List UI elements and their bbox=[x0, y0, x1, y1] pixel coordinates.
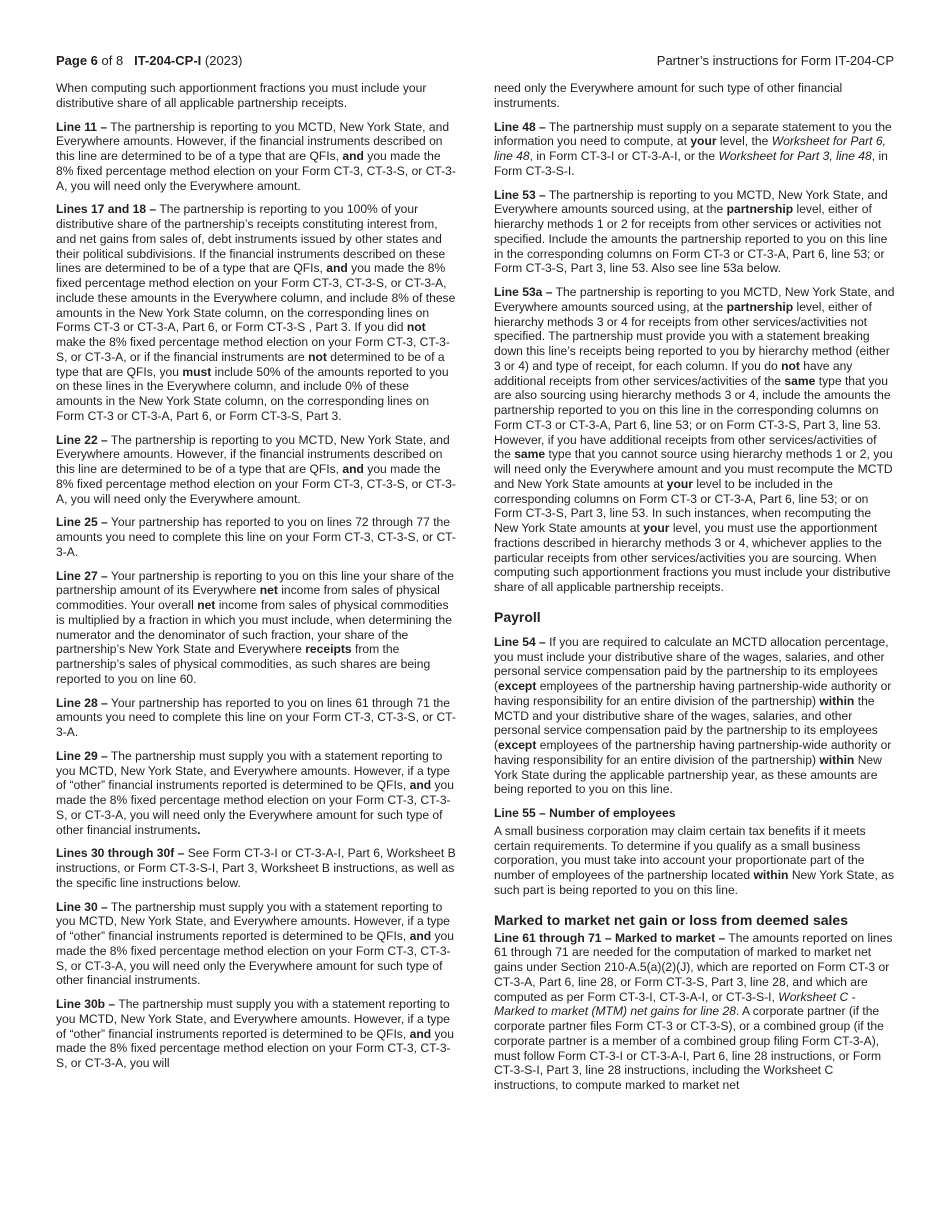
line-25-instructions: Line 25 – Your partnership has reported to you on lines 72 through 77 the amounts you need to complete this line on your Form CT-3, CT-3-S, or CT-3-A. bbox=[56, 515, 456, 559]
lines-30-30f-label: Lines 30 through 30f – bbox=[56, 846, 185, 861]
page-header-left bbox=[56, 53, 242, 68]
form-year: (2023) bbox=[204, 53, 243, 68]
page-number: Page 6 bbox=[56, 53, 98, 68]
line-53-label: Line 53 – bbox=[494, 187, 546, 202]
line-48-label: Line 48 – bbox=[494, 119, 546, 134]
right-continuation: need only the Everywhere amount for such type of other financial instruments. bbox=[494, 81, 843, 110]
line-53a-instructions: Line 53a – The partnership is reporting to you MCTD, New York State, and Everywhere amounts sourced using, at the partnership level, either of hierarchy methods 3 or 4 for receipts from other services/activities not specified. The partnership must provide you with a statement breaking down this line’s receipts being reported to you by hierarchy method (either 3 or 4) and type of receipt, for each column. If you do not have any additional receipts from other services/activities of the same type that you are also sourcing using hierarchy methods 3 or 4, include the amounts the partnership reported to you on this line in the corresponding columns on Form CT-3 or CT-3-A, Part 6, line 53; or on Form CT-3-S, Part 3, line 53. However, if you have additional receipts from other services/activities of the same type that you cannot source using hierarchy methods 1 or 2, you will need only the Everywhere amount and you must recompute the MCTD and New York State amounts at your level to be included in the corresponding columns on Form CT-3 or CT-3-A, Part 6, line 53; or on Form CT-3-S, Part 3, line 53. In such instances, when recomputing the New York State amounts at your level, you must use the apportionment fractions described in hierarchy methods 3 or 4, whichever applies to the particular receipts from other services/activities you are sourcing. When computing such apportionment fractions you must include your distributive share of all applicable partnership receipts. bbox=[494, 285, 895, 594]
line-22-instructions: Line 22 – The partnership is reporting to you MCTD, New York State, and Everywhere amounts. However, if the financial instruments described on this line are determined to be of a type that are QFIs, and you made the 8% fixed percentage method election on your Form CT-3, CT-3-S, or CT-3-A, you will need only the Everywhere amount. bbox=[56, 432, 456, 506]
line-28-instructions: Line 28 – Your partnership has reported to you on lines 61 through 71 the amounts you need to complete this line on your Form CT-3, CT-3-S, or CT-3-A. bbox=[56, 695, 456, 739]
marked-to-market-heading: Marked to market net gain or loss from deemed sales bbox=[494, 911, 849, 928]
line-55-instructions: A small business corporation may claim certain tax benefits if it meets certain requirements. To determine if you qualify as a small business corporation, you must take into account your proportionate part of the number of employees of the partnership located within New York State, as such part is being reported to you on this line. bbox=[494, 823, 895, 897]
line-27-instructions: Line 27 – Your partnership is reporting to you on this line your share of the partnership amount of its Everywhere net income from sales of physical commodities. Your overall net income from sales of physical commodities is multiplied by a fraction in which you must include, when determining the numerator and the denominator of such fraction, your share of the partnership’s New York State and Everywhere receipts from the partnership’s sales of physical commodities, as such shares are being reported to you on line 60. bbox=[56, 568, 455, 686]
page-header-title: Partner’s instructions for Form IT-204-CP bbox=[656, 53, 894, 68]
page-total: of 8 bbox=[101, 53, 124, 68]
lines-17-18-label: Lines 17 and 18 – bbox=[56, 202, 157, 217]
lines-30-30f-instructions: Lines 30 through 30f – See Form CT-3-I or CT-3-A-I, Part 6, Worksheet B instructions, or Form CT-3-S-I, Part 3, Worksheet B instructions, as well as the specific line instructions below. bbox=[56, 846, 456, 890]
line-53a-label: Line 53a – bbox=[494, 285, 553, 299]
line-25-label: Line 25 – bbox=[56, 515, 108, 530]
form-id: IT-204-CP-I bbox=[134, 53, 202, 68]
line-27-label: Line 27 – bbox=[56, 568, 108, 583]
line-22-label: Line 22 – bbox=[56, 432, 108, 447]
line-55-heading: Line 55 – Number of employees bbox=[494, 806, 676, 820]
left-continuation: When computing such apportionment fractions you must include your distributive share of all applicable partnership receipts. bbox=[56, 81, 427, 110]
line-29-label: Line 29 – bbox=[56, 748, 108, 763]
line-48-instructions: Line 48 – The partnership must supply on a separate statement to you the information you need to compute, at your level, the Worksheet for Part 6, line 48, in Form CT-3-I or CT-3-A-I, or the Worksheet for Part 3, line 48, in Form CT-3-S-I. bbox=[494, 119, 892, 178]
right-column bbox=[494, 81, 896, 1102]
line-30-label: Line 30 – bbox=[56, 899, 108, 914]
payroll-heading: Payroll bbox=[494, 608, 541, 625]
lines-61-71-label: Line 61 through 71 – Marked to market – bbox=[494, 930, 726, 945]
line-53-instructions: Line 53 – The partnership is reporting to you MCTD, New York State, and Everywhere amounts sourced using, at the partnership level, either of hierarchy methods 1 or 2 for receipts from other services or activities not specified. Include the amounts the partnership reported to you on this line in the corresponding columns on Form CT-3 or CT-3-A, Part 6, line 53; or Form CT-3-S, Part 3, line 53. Also see line 53a below. bbox=[494, 187, 888, 276]
line-30-instructions: Line 30 – The partnership must supply you with a statement reporting to you MCTD, New York State, and Everywhere amounts. However, if a type of “other” financial instruments reported is determined to be QFIs, and you made the 8% fixed percentage method election on your Form CT-3, CT-3-S, or CT-3-A, you will need only the Everywhere amount for such type of other financial instruments. bbox=[56, 899, 454, 988]
lines-17-18-instructions: Lines 17 and 18 – The partnership is reporting to you 100% of your distributive share of the partnership’s receipts constituting interest from, and net gains from sales of, debt instruments issued by other states and their political subdivisions. If the financial instruments described on these lines are determined to be of a type that are QFIs, and you made the 8% fixed percentage method election on your Form CT-3, CT-3-S, or CT-3-A, include these amounts in the Everywhere column, and include 8% of these amounts in the New York State column, on the corresponding lines on Forms CT-3 or CT-3-A, Part 6, or Form CT-3-S , Part 3. If you did not make the 8% fixed percentage method election on your Form CT-3, CT-3-S, or CT-3-A, or if the financial instruments are not determined to be of a type that are QFIs, you must include 50% of the amounts reported to you on these lines in the Everywhere column, and include 0% of these amounts in the New York State column, on the corresponding lines on Form CT-3 or CT-3-A, Part 6, or Form CT-3-S, Part 3. bbox=[56, 202, 456, 423]
line-11-instructions: Line 11 – The partnership is reporting to you MCTD, New York State, and Everywhere amounts. However, if the financial instruments described on this line are determined to be of a type that are QFIs, and you made the 8% fixed percentage method election on your Form CT-3, CT-3-S, or CT-3-A, you will need only the Everywhere amount. bbox=[56, 119, 456, 193]
line-54-label: Line 54 – bbox=[494, 634, 546, 649]
line-29-instructions: Line 29 – The partnership must supply you with a statement reporting to you MCTD, New York State, and Everywhere amounts. However, if a type of “other” financial instruments reported is determined to be QFIs, and you made the 8% fixed percentage method election on your Form CT-3, CT-3-S, or CT-3-A, you will need only the Everywhere amount for such type of other financial instruments. bbox=[56, 748, 454, 837]
page-header bbox=[56, 53, 894, 68]
lines-61-71-instructions: Line 61 through 71 – Marked to market – The amounts reported on lines 61 through 71 are needed for the computation of marked to market net gains under Section 210-A.5(a)(2)(J), which are reported on Form CT-3 or CT-3-A, Part 6, line 28, or Form CT-3-S, Part 3, line 28, and which are computed as per Form CT-3-I, CT-3-A-I, or CT-3-S-I, Worksheet C - Marked to market (MTM) net gains for line 28. A corporate partner (if the corporate partner files Form CT-3 or CT-3-S), or a combined group (if the corporate partner is a member of a combined group filing Form CT-3-A), must follow Form CT-3-I or CT-3-A-I, Part 6, line 28 instructions, or Form CT-3-S-I, Part 3, line 28 instructions, including the Worksheet C instructions, to compute marked to market net bbox=[494, 930, 893, 1092]
line-54-instructions: Line 54 – If you are required to calculate an MCTD allocation percentage, you must include your distributive share of the wages, salaries, and other personal service compensation paid by the partnership to its employees (except employees of the partnership having partnership-wide authority or having responsibility for an entire division of the partnership) within the MCTD and your distributive share of the wages, salaries, and other personal service compensation paid by the partnership to its employees (except employees of the partnership having partnership-wide authority or having responsibility for an entire division of the partnership) within New York State during the applicable partnership year, as these amounts are being reported to you on this line. bbox=[494, 634, 892, 797]
left-column bbox=[56, 81, 456, 1080]
line-11-label: Line 11 – bbox=[56, 119, 108, 134]
line-28-label: Line 28 – bbox=[56, 695, 108, 710]
line-30b-label: Line 30b – bbox=[56, 997, 116, 1011]
line-30b-instructions: Line 30b – The partnership must supply you with a statement reporting to you MCTD, New York State, and Everywhere amounts. However, if a type of “other” financial instruments reported is determined to be QFIs, and you made the 8% fixed percentage method election on your Form CT-3, CT-3-S, or CT-3-A, you will bbox=[56, 997, 454, 1070]
